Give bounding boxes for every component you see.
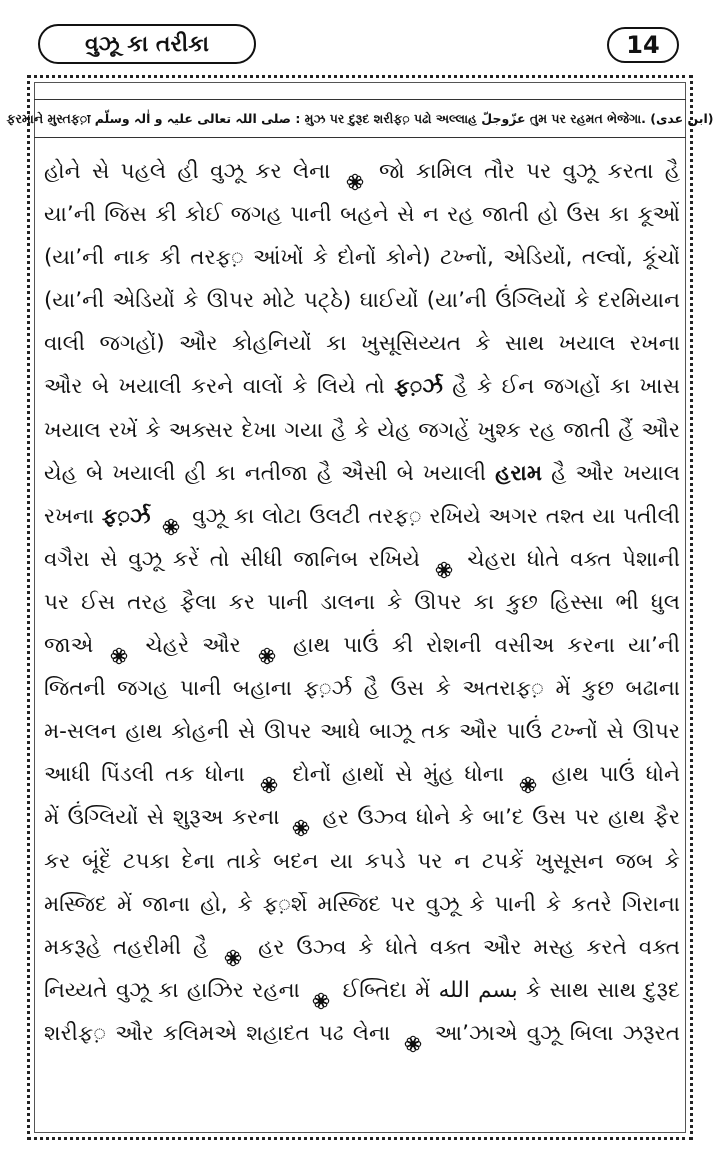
flower-ornament-icon <box>224 939 242 957</box>
bold-term: હરામ <box>495 460 543 486</box>
text-segment: ઔર બે ખયાલી કરને વાલોં કે લિયે તો <box>44 374 395 400</box>
text-segment: હર ઉઝ્વ ધોને કે બા’દ ઉસ પર હાથ ફૈર <box>322 805 681 831</box>
flower-ornament-icon <box>258 637 276 655</box>
chapter-title: વુઝૂ કા તરીકા <box>38 24 256 64</box>
text-segment: ખયાલ રખેં કે અક્સર દેખા ગયા હૈ કે યેહ જગહેં ખુશ્ક રહ જાતી હૈં ઔર <box>44 417 680 443</box>
flower-ornament-icon <box>346 163 364 181</box>
flower-ornament-icon <box>260 766 278 784</box>
text-line <box>44 710 680 753</box>
header-rule-top <box>34 99 686 100</box>
text-segment: રખના <box>44 503 102 529</box>
bold-term: ફ़ર્ઝ <box>394 374 443 400</box>
flower-ornament-icon <box>519 766 537 784</box>
text-segment: ચેહરે ઔર <box>145 633 241 659</box>
text-segment: યેહ બે ખયાલી હી કા નતીજા હૈ ઐસી બે ખયાલી <box>44 460 496 486</box>
text-segment: જો કામિલ તૌર પર વુઝૂ કરતા હૈ <box>378 159 680 184</box>
text-segment: મકરૂહે તહરીમી હૈ <box>44 934 209 960</box>
text-segment: હૈ કે ઈન જગહોં કા ખાસ <box>442 374 680 400</box>
text-segment: જિતની જગહ પાની બહાના ફ़ર્ઝ હૈ ઉસ કે અતરાફ़ મેં કુછ બઢાના <box>44 676 680 702</box>
text-line <box>44 150 680 193</box>
header-rule-bottom <box>34 137 686 138</box>
flower-ornament-icon <box>110 637 128 655</box>
text-line <box>44 624 680 667</box>
text-line <box>44 322 680 365</box>
text-segment: હૈ ઔર ખયાલ <box>542 460 680 486</box>
text-segment: ચેહરા ધોતે વક્ત પેશાની <box>467 546 680 572</box>
page-number: 14 <box>607 27 679 63</box>
text-segment: આધી પિંડલી તક ધોના <box>44 762 245 788</box>
text-segment: નિય્યતે વુઝૂ કા હાઝિર રહના <box>44 977 300 1003</box>
text-line <box>44 365 680 408</box>
hadith-strip: ફરમાને મુસ્તફ़ा صلی اللہ تعالی علیہ و اٰلہ وسلّم : મુઝ પર દુરૂદ શરીફ़ પઢો અલ્લાહ عزّوجلّ તુમ પર રહમત ભેજેગા. (ابن عدی) <box>6 110 714 126</box>
text-line <box>44 969 680 1012</box>
text-segment: કર બૂંદેં ટપકા દેના તાકે બદન યા કપડે પર ન ટપકેં ખુસૂસન જબ કે <box>44 848 680 874</box>
text-segment: જાએ <box>44 633 94 659</box>
text-line <box>44 236 680 279</box>
text-segment: દોનોં હાથોં સે મુંહ ધોના <box>292 762 505 788</box>
text-line <box>44 796 680 839</box>
text-segment: મેં ઉંગ્લિયોં સે શુરૂઅ કરના <box>44 805 280 831</box>
text-segment: હર ઉઝ્વ કે ધોતે વક્ત ઔર મસ્હ કરતે વક્ત <box>258 934 680 960</box>
text-line <box>44 883 680 926</box>
body-text <box>44 150 680 1055</box>
text-segment: (યા’ની નાક કી તરફ़ આંખોં કે દોનોં કોને) ટખ્નોં, એડિયોં, તલ્વોં, કૂંચોં <box>44 245 680 271</box>
text-segment: મસ્જિદ મેં જાના હો, કે ફ़ર્શે મસ્જિદ પર વુઝૂ કે પાની કે કતરે ગિરાના <box>44 891 680 917</box>
bold-term: ફ़ર્ઝ <box>101 503 151 529</box>
text-line <box>44 667 680 710</box>
text-line <box>44 193 680 236</box>
text-segment: વગૈરા સે વુઝૂ કરેં તો સીધી જાનિબ રખિયે <box>44 546 421 572</box>
text-line <box>44 452 680 495</box>
text-segment: વાલી જગહોં) ઔર કોહનિયોં કા ખુસૂસિય્યત કે સાથ ખયાલ રખના <box>44 331 680 357</box>
text-segment: (યા’ની એડિયોં કે ઊપર મોટે પટ્ઠે) ઘાઈયોં (યા’ની ઉંગ્લિયોં કે દરમિયાન <box>44 288 680 314</box>
text-line <box>44 495 680 538</box>
text-segment: વુઝૂ કા લોટા ઉલટી તરફ़ રખિયે અગર તશ્ત યા પતીલી <box>192 503 680 529</box>
flower-ornament-icon <box>404 1025 422 1043</box>
text-segment: પર ઈસ તરહ ફૈલા કર પાની ડાલના કે ઊપર કા કુછ હિસ્સા ભી ધુલ <box>44 589 680 615</box>
text-line <box>44 753 680 796</box>
text-segment: ઈબ્તિદા મેં بسم الله કે સાથ સાથ દુરૂદ <box>342 977 681 1003</box>
flower-ornament-icon <box>162 508 180 526</box>
text-segment: હાથ પાઉં ધોને <box>551 762 680 788</box>
text-line <box>44 581 680 624</box>
text-line <box>44 926 680 969</box>
text-segment: હાથ પાઉં કી રોશની વસીઅ કરના યા’ની <box>293 633 680 659</box>
text-segment: યા’ની જિસ કી કોઈ જગહ પાની બહને સે ન રહ જાતી હો ઉસ કા કૂઓં <box>44 202 680 228</box>
text-segment: શરીફ़ ઔર કલિમએ શહાદત પઢ લેના <box>44 1020 391 1046</box>
text-segment: હોને સે પહલે હી વુઝૂ કર લેના <box>44 159 331 184</box>
flower-ornament-icon <box>312 982 330 1000</box>
text-line <box>44 279 680 322</box>
text-line <box>44 1012 680 1055</box>
text-line <box>44 840 680 883</box>
flower-ornament-icon <box>435 551 453 569</box>
text-segment: મ-સલન હાથ કોહની સે ઊપર આધે બાઝૂ તક ઔર પાઉં ટખ્નોં સે ઊપર <box>44 719 680 745</box>
text-segment: આ’ઝાએ વુઝૂ બિલા ઝરૂરત <box>434 1020 680 1046</box>
flower-ornament-icon <box>292 809 310 827</box>
text-line <box>44 538 680 581</box>
text-line <box>44 409 680 452</box>
